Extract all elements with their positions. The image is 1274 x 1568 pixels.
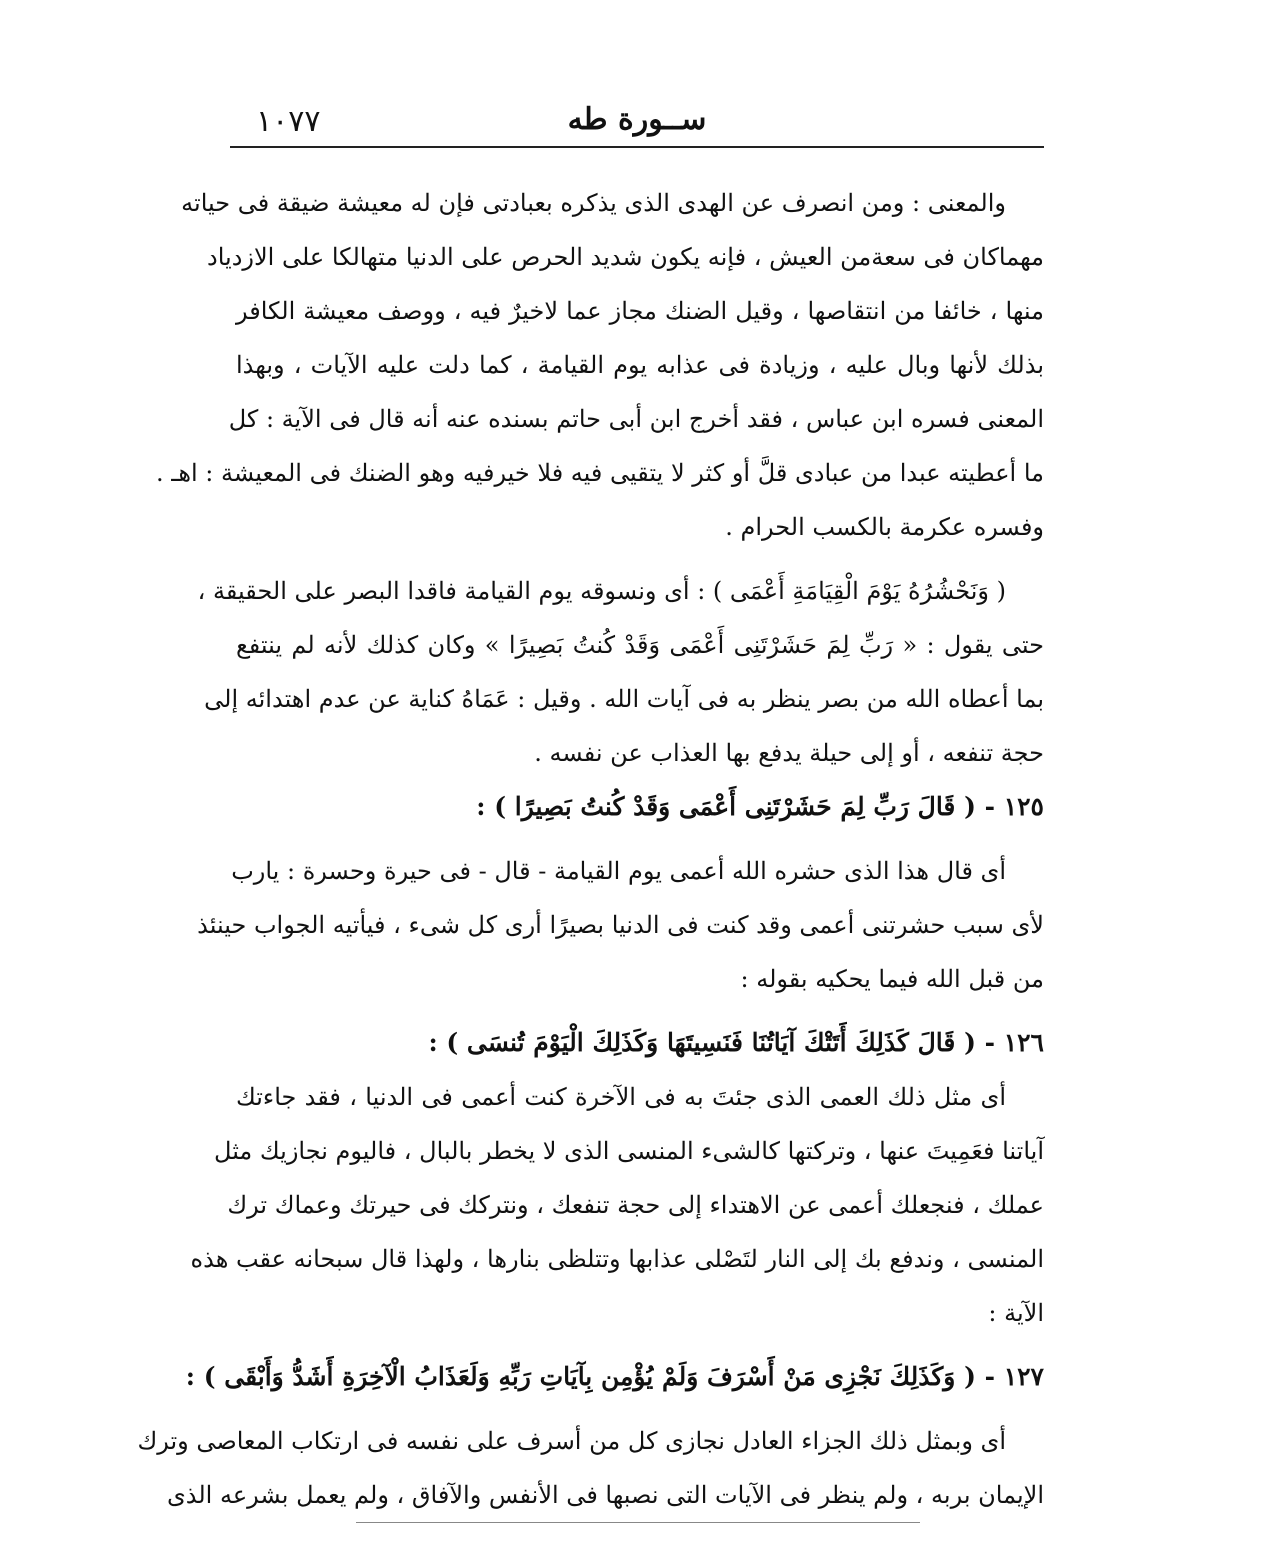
text-line: والمعنى : ومن انصرف عن الهدى الذى يذكره بعبادتى فإن له معيشة ضيقة فى حياته xyxy=(181,189,1006,217)
paragraph-4 xyxy=(190,1070,1044,1340)
page-header xyxy=(232,100,1042,144)
text-line: منها ، خائفا من انتقاصها ، وقيل الضنك مجاز عما لاخيرٌ فيه ، ووصف معيشة الكافر xyxy=(236,297,1044,325)
text-line: أى مثل ذلك العمى الذى جئتَ به فى الآخرة كنت أعمى فى الدنيا ، فقد جاءتك xyxy=(236,1083,1006,1111)
verse-125: ١٢٥ - ( قَالَ رَبِّ لِمَ حَشَرْتَنِى أَعْمَى وَقَدْ كُنتُ بَصِيرًا ) : xyxy=(476,792,1044,821)
text-line: عملك ، فنجعلك أعمى عن الاهتداء إلى حجة تنفعك ، ونتركك فى حيرتك وعماك ترك xyxy=(227,1191,1044,1219)
footer-rule xyxy=(356,1522,920,1523)
text-line: حجة تنفعه ، أو إلى حيلة يدفع بها العذاب عن نفسه . xyxy=(534,739,1044,767)
text-line: بذلك لأنها وبال عليه ، وزيادة فى عذابه يوم القيامة ، كما دلت عليه الآيات ، وبهذا xyxy=(236,351,1044,379)
header-rule xyxy=(230,146,1044,148)
running-title: ســورة طه xyxy=(567,102,707,137)
text-line: من قبل الله فيما يحكيه بقوله : xyxy=(740,965,1044,993)
text-line: ( وَنَحْشُرُهُ يَوْمَ الْقِيَامَةِ أَعْمَى ) : أى ونسوقه يوم القيامة فاقدا البصر على الحقيقة ، xyxy=(197,577,1006,605)
text-line: ما أعطيته عبدا من عبادى قلَّ أو كثر لا يتقيى فيه فلا خيرفيه وهو الضنك فى المعيشة : اهـ . xyxy=(156,459,1044,487)
page-number: ١٠٧٧ xyxy=(256,104,321,139)
paragraph-5 xyxy=(137,1414,1044,1522)
text-line: وفسره عكرمة بالكسب الحرام . xyxy=(725,513,1044,541)
verse-126: ١٢٦ - ( قَالَ كَذَلِكَ أَتَتْكَ آيَاتُنَا فَنَسِيتَهَا وَكَذَلِكَ الْيَوْمَ تُنسَى ) : xyxy=(428,1028,1044,1057)
text-line: الإيمان بربه ، ولم ينظر فى الآيات التى نصبها فى الأنفس والآفاق ، ولم يعمل بشرعه الذى xyxy=(166,1481,1044,1509)
text-line: الآية : xyxy=(988,1299,1044,1327)
text-line: لأى سبب حشرتنى أعمى وقد كنت فى الدنيا بصيرًا أرى كل شىء ، فيأتيه الجواب حينئذ xyxy=(197,911,1044,939)
text-line: المنسى ، وندفع بك إلى النار لتَصْلى عذابها وتتلظى بنارها ، ولهذا قال سبحانه عقب هذه xyxy=(190,1245,1044,1273)
paragraph-3 xyxy=(197,844,1044,1006)
text-line: آياتنا فعَمِيتَ عنها ، وتركتها كالشىء المنسى الذى لا يخطر بالبال ، فاليوم نجازيك مثل xyxy=(214,1137,1044,1165)
text-line: بما أعطاه الله من بصر ينظر به فى آيات الله . وقيل : عَمَاهُ كناية عن عدم اهتدائه إلى xyxy=(204,685,1044,713)
text-line: أى وبمثل ذلك الجزاء العادل نجازى كل من أسرف على نفسه فى ارتكاب المعاصى وترك xyxy=(137,1427,1006,1455)
text-line: المعنى فسره ابن عباس ، فقد أخرج ابن أبى حاتم بسنده عنه أنه قال فى الآية : كل xyxy=(228,405,1044,433)
text-line: أى قال هذا الذى حشره الله أعمى يوم القيامة - قال - فى حيرة وحسرة : يارب xyxy=(231,857,1006,885)
page-body xyxy=(137,176,1044,1522)
verse-127: ١٢٧ - ( وَكَذَلِكَ نَجْزِى مَنْ أَسْرَفَ وَلَمْ يُؤْمِن بِآيَاتِ رَبِّهِ وَلَعَذَابُ الْآخِرَةِ أَشَدُّ وَأَبْقَى ) : xyxy=(185,1362,1044,1391)
text-line: حتى يقول : « رَبِّ لِمَ حَشَرْتَنِى أَعْمَى وَقَدْ كُنتُ بَصِيرًا » وكان كذلك لأنه لم ينتفع xyxy=(236,631,1044,659)
text-line: مهماكان فى سعةمن العيش ، فإنه يكون شديد الحرص على الدنيا متهالكا على الازدياد xyxy=(207,243,1044,271)
paragraph-1 xyxy=(156,176,1044,554)
paragraph-2 xyxy=(197,564,1044,780)
